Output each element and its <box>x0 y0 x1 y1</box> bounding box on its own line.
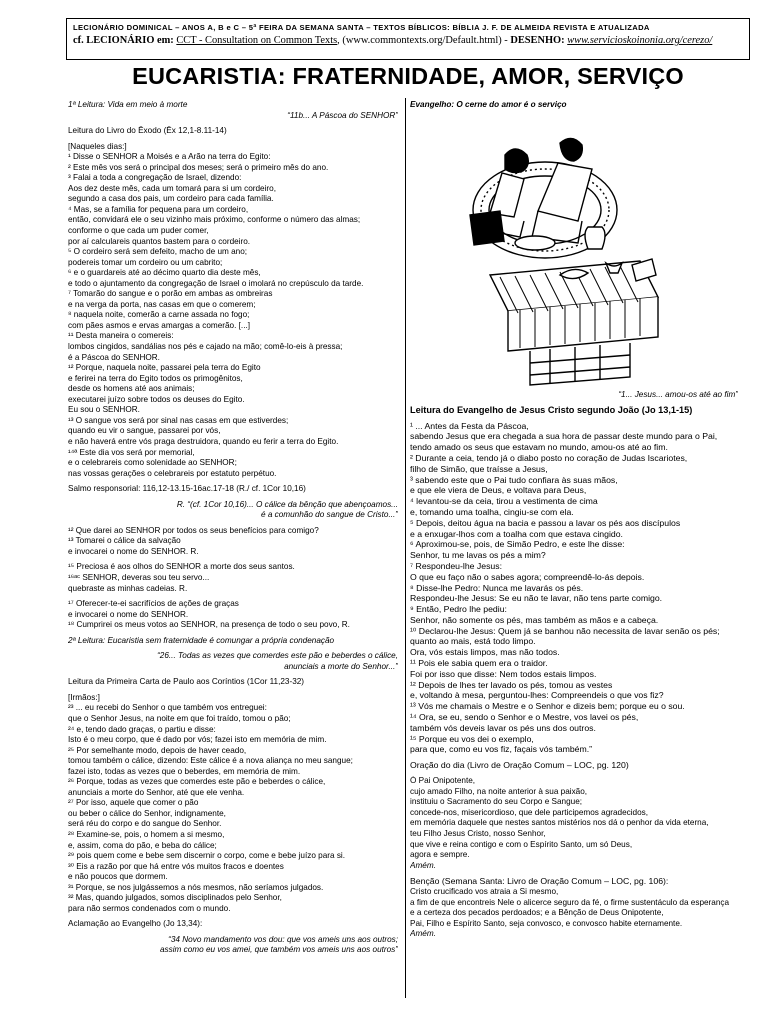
text-line: Aos dez deste mês, cada um tomará para si um cordeiro, <box>68 183 276 193</box>
text-line: ¹² Depois de lhes ter lavado os pés, tomou as vestes <box>410 679 613 690</box>
text-line: ¹ ... Antes da Festa da Páscoa, <box>410 420 529 431</box>
text-line: é a Páscoa do SENHOR. <box>68 352 160 362</box>
text-line: Leitura da Primeira Carta de Paulo aos Coríntios (1Cor 11,23-32) <box>68 677 305 687</box>
text-line: [Naqueles dias:] <box>68 141 127 151</box>
text-line: ⁴ Mas, se a família for pequena para um cordeiro, <box>68 204 249 214</box>
text-line: e o celebrareis como solenidade ao SENHOR; <box>68 458 237 468</box>
gospel-heading: Evangelho: O cerne do amor é o serviço <box>410 100 567 109</box>
text-line: nas vossas gerações o celebrareis por estatuto perpétuo. <box>68 468 277 478</box>
right-column <box>410 100 750 940</box>
text-line: e a enxugar-lhos com a toalha com que estava cingido. <box>410 528 623 539</box>
text-line: [Irmãos:] <box>68 692 100 702</box>
text-line: cujo amado Filho, na noite anterior à sua paixão, <box>410 786 588 796</box>
prayer-title: Oração do dia (Livro de Oração Comum – LOC, pg. 120) <box>410 760 629 771</box>
foot-washing-illustration <box>410 115 740 399</box>
text-line: O que eu faço não o sabes agora; compreendê-lo-ás depois. <box>410 571 645 582</box>
text-line: Isto é o meu corpo, que é dado por vós; fazei isto em memória de mim. <box>68 735 327 745</box>
text-line: desde os homens até aos animais; <box>68 384 195 394</box>
blessing-title: Benção (Semana Santa: Livro de Oração Comum – LOC, pg. 106): <box>410 876 669 887</box>
text-line: ¹⁵ Porque eu vos dei o exemplo, <box>410 733 534 744</box>
text-line: ²⁵ Por semelhante modo, depois de haver ceado, <box>68 745 247 755</box>
left-column <box>68 100 398 956</box>
text-line: anunciais a morte do Senhor, até que ele venha. <box>68 787 245 797</box>
text-line: por aí calculareis quantos bastem para o cordeiro. <box>68 236 251 246</box>
text-line: Respondeu-lhe Jesus: Se eu não te lavar, não tens parte comigo. <box>410 593 663 604</box>
text-line: e na verga da porta, nas casas em que o comerem; <box>68 299 256 309</box>
text-line: e não poucos que dormem. <box>68 872 168 882</box>
text-line: quebraste as minhas cadeias. R. <box>68 583 188 593</box>
column-divider <box>405 98 406 998</box>
text-line: Eu sou o SENHOR. <box>68 405 140 415</box>
text-line: lombos cingidos, sandálias nos pés e cajado na mão; comê-lo-eis à pressa; <box>68 342 343 352</box>
text-line: ² Durante a ceia, tendo já o diabo posto no coração de Judas Iscariotes, <box>410 452 688 463</box>
text-line: fazei isto, todas as vezes que o beberdes, em memória de mim. <box>68 766 301 776</box>
text-line: e, tomando uma toalha, cingiu-se com ela. <box>410 506 574 517</box>
text-line: ¹⁴ Ora, se eu, sendo o Senhor e o Mestre, vos lavei os pés, <box>410 712 639 723</box>
gospel-text <box>410 421 750 756</box>
text-line: ⁹ Então, Pedro lhe pediu: <box>410 604 507 615</box>
text-line: ¹⁴ª Este dia vos será por memorial, <box>68 447 195 457</box>
text-line: ³¹ Porque, se nos julgássemos a nós mesmos, não seríamos julgados. <box>68 882 324 892</box>
text-line: ² Este mês vos será o principal dos meses; será o primeiro mês do ano. <box>68 162 329 172</box>
text-line: ²³ ... eu recebi do Senhor o que também vos entreguei: <box>68 703 267 713</box>
text-line: e, assim, coma do pão, e beba do cálice; <box>68 840 217 850</box>
text-line: e que ele viera de Deus, e voltava para Deus, <box>410 485 587 496</box>
text-line: e todo o ajuntamento da congregação de Israel o imolará no crepúsculo da tarde. <box>68 278 364 288</box>
text-line: Senhor, não somente os pés, mas também as mãos e a cabeça. <box>410 614 659 625</box>
text-line: ⁷ Tomarão do sangue e o porão em ambas as ombreiras <box>68 289 273 299</box>
text-line: ¹⁷ Oferecer-te-ei sacrifícios de ações de graças <box>68 599 239 609</box>
text-line: ⁶ Aproximou-se, pois, de Simão Pedro, e este lhe disse: <box>410 539 625 550</box>
text-line: em memória daquele que nestes santos mistérios nos dá o penhor da vida eterna, <box>410 818 709 828</box>
text-line: e invocarei o nome do SENHOR. R. <box>68 546 199 556</box>
text-line: ⁸ naquela noite, comerão a carne assada no fogo; <box>68 310 250 320</box>
text-line: e a certeza dos pecados perdoados; e a Bênção de Deus Onipotente, <box>410 908 664 918</box>
text-line: quanto ao mais, está todo limpo. <box>410 636 536 647</box>
text-line: a fim de que encontreis Nele o alicerce seguro da fé, o firme sustentáculo da esperança <box>410 897 730 907</box>
text-line: “11b... A Páscoa do SENHOR” <box>287 110 398 120</box>
text-line: executarei juízo sobre todos os deuses do Egito. <box>68 394 245 404</box>
text-line: para que, como eu vos fiz, façais vós também.” <box>410 744 593 755</box>
text-line: ⁵ Depois, deitou água na bacia e passou a lavar os pés aos discípulos <box>410 517 681 528</box>
text-line: podereis tomar um cordeiro ou um cabrito; <box>68 257 223 267</box>
illustration-caption: “1... Jesus... amou-os até ao fim” <box>618 390 738 399</box>
header-desenho-label: DESENHO: <box>510 35 565 46</box>
text-line: é a comunhão do sangue de Cristo...” <box>261 510 398 520</box>
text-line: com pães asmos e ervas amargas a comerão. [...] <box>68 320 251 330</box>
text-line: 1ª Leitura: Vida em meio à morte <box>68 100 188 109</box>
text-line: ¹ Disse o SENHOR a Moisés e a Arão na terra do Egito: <box>68 152 271 162</box>
text-line: será réu do corpo e do sangue do Senhor. <box>68 819 222 829</box>
text-line: R. “(cf. 1Cor 10,16)... O cálice da bênção que abençoamos... <box>176 499 398 509</box>
header-lecionario-label: cf. LECIONÁRIO em: <box>73 35 174 46</box>
text-line: “26... Todas as vezes que comerdes este pão e beberdes o cálice, <box>157 651 398 661</box>
text-line: tomou também o cálice, dizendo: Este cálice é a nova aliança no meu sangue; <box>68 756 353 766</box>
text-line: Leitura do Livro do Êxodo (Êx 12,1-8.11-14) <box>68 126 227 136</box>
text-line: ³² Mas, quando julgados, somos disciplinados pelo Senhor, <box>68 893 282 903</box>
text-line: ³ Falai a toda a congregação de Israel, dizendo: <box>68 173 242 183</box>
text-line: concede-nos, misericordioso, que dele participemos agradecidos, <box>410 807 649 817</box>
text-line: ⁴ levantou-se da ceia, tirou a vestimenta de cima <box>410 496 598 507</box>
text-line: e ferirei na terra do Egito todos os primogênitos, <box>68 373 243 383</box>
text-line: Amém. <box>410 929 436 939</box>
text-line: Amém. <box>410 860 436 870</box>
text-line: “34 Novo mandamento vos dou: que vos ameis uns aos outros; <box>168 934 398 944</box>
text-line: Aclamação ao Evangelho (Jo 13,34): <box>68 919 203 929</box>
cct-link[interactable]: CCT - Consultation on Common Texts <box>176 35 338 46</box>
text-line: tendo amado os seus que estavam no mundo, amou-os até ao fim. <box>410 442 668 453</box>
page-title: EUCARISTIA: FRATERNIDADE, AMOR, SERVIÇO <box>132 63 684 89</box>
text-line: ⁷ Respondeu-lhe Jesus: <box>410 560 503 571</box>
text-line: ³⁰ Eis a razão por que há entre vós muitos fracos e doentes <box>68 861 284 871</box>
text-line: ²⁶ Porque, todas as vezes que comerdes este pão e beberdes o cálice, <box>68 777 326 787</box>
text-line: ⁶ e o guardareis até ao décimo quarto dia deste mês, <box>68 268 261 278</box>
text-line: também vós deveis lavar os pés uns dos outros. <box>410 722 596 733</box>
text-line: que o Senhor Jesus, na noite em que foi traído, tomou o pão; <box>68 713 291 723</box>
text-line: ¹¹ Pois ele sabia quem era o traidor. <box>410 658 548 669</box>
text-line: Cristo crucificado vos atraia a Si mesmo, <box>410 887 559 897</box>
blessing-text <box>410 887 750 940</box>
foot-washing-drawing <box>410 115 740 395</box>
desenho-link[interactable]: www.servicioskoinonia.org/cerezo/ <box>567 35 713 46</box>
text-line: ¹⁵ Preciosa é aos olhos do SENHOR a morte dos seus santos. <box>68 562 295 572</box>
text-line: Pai, Filho e Espírito Santo, seja convosco, e convosco habite eternamente. <box>410 918 683 928</box>
text-line: sabendo Jesus que era chegada a sua hora de passar deste mundo para o Pai, <box>410 431 718 442</box>
text-line: então, convidará ele o seu vizinho mais próximo, conforme o número das almas; <box>68 215 361 225</box>
text-line: ⁸ Disse-lhe Pedro: Nunca me lavarás os pés. <box>410 582 584 593</box>
header-box <box>66 18 750 60</box>
text-line: ³ sabendo este que o Pai tudo confiara às suas mãos, <box>410 474 618 485</box>
text-line: ou beber o cálice do Senhor, indignamente, <box>68 808 226 818</box>
text-line: filho de Simão, que traísse a Jesus, <box>410 463 548 474</box>
text-line: e invocarei o nome do SENHOR. <box>68 609 189 619</box>
text-line: para não sermos condenados com o mundo. <box>68 903 231 913</box>
gospel-title: Leitura do Evangelho de Jesus Cristo segundo João (Jo 13,1-15) <box>410 404 693 415</box>
text-line: ¹⁸ Cumprirei os meus votos ao SENHOR, na presença de todo o seu povo, R. <box>68 620 350 630</box>
text-line: ²⁸ Examine-se, pois, o homem a si mesmo, <box>68 830 225 839</box>
text-line: e não haverá entre vós praga destruidora, quando eu ferir a terra do Egito. <box>68 436 339 446</box>
text-line: ¹⁶ᵃᶜ SENHOR, deveras sou teu servo... <box>68 572 210 582</box>
text-line: ¹³ Vós me chamais o Mestre e o Senhor e dizeis bem; porque eu o sou. <box>410 701 685 712</box>
text-line: e, voltando à mesa, perguntou-lhes: Compreendeis o que vos fiz? <box>410 690 664 701</box>
text-line: conforme o que cada um puder comer, <box>68 226 209 236</box>
header-line-2 <box>67 32 749 46</box>
text-line: ¹³ Tomarei o cálice da salvação <box>68 536 181 546</box>
text-line: ¹² Que darei ao SENHOR por todos os seus benefícios para comigo? <box>68 525 319 535</box>
text-line: segundo a casa dos pais, um cordeiro para cada família. <box>68 194 274 204</box>
prayer-text <box>410 776 750 871</box>
text-line: que vive e reina contigo e com o Espírito Santo, um só Deus, <box>410 839 633 849</box>
text-line: Ó Pai Onipotente, <box>410 776 476 786</box>
text-line: teu Filho Jesus Cristo, nosso Senhor, <box>410 828 546 838</box>
header-line-1: LECIONÁRIO DOMINICAL – ANOS A, B e C – 5ª FEIRA DA SEMANA SANTA – TEXTOS BÍBLICOS: BÍBLIA J. F. DE ALMEIDA REVISTA E ATUALIZADA <box>73 23 650 32</box>
text-line: assim como eu vos amei, que também vos ameis uns aos outros” <box>160 945 398 955</box>
text-line: ¹³ O sangue vos será por sinal nas casas em que estiverdes; <box>68 415 289 425</box>
text-line: ¹⁰ Declarou-lhe Jesus: Quem já se banhou não necessita de lavar senão os pés; <box>410 625 720 636</box>
text-line: Foi por isso que disse: Nem todos estais limpos. <box>410 668 597 679</box>
text-line: instituiu o Sacramento do seu Corpo e Sangue; <box>410 797 583 807</box>
text-line: ¹² Porque, naquela noite, passarei pela terra do Egito <box>68 363 261 373</box>
text-line: Ora, vós estais limpos, mas não todos. <box>410 647 560 658</box>
header-cct-url: , (www.commontexts.org/Default.html) - <box>337 35 511 46</box>
text-line: ²⁴ e, tendo dado graças, o partiu e disse: <box>68 724 216 734</box>
text-line: ²⁷ Por isso, aquele que comer o pão <box>68 798 199 808</box>
text-line: agora e sempre. <box>410 850 470 860</box>
text-line: Salmo responsorial: 116,12-13.15-16ac.17-18 (R./ cf. 1Cor 10,16) <box>68 484 306 494</box>
text-line: 2ª Leitura: Eucaristia sem fraternidade é comungar a própria condenação <box>68 635 335 645</box>
text-line: anunciais a morte do Senhor...” <box>284 661 398 671</box>
text-line: quando eu vir o sangue, passarei por vós, <box>68 426 221 436</box>
text-line: ¹¹ Desta maneira o comereis: <box>68 331 174 341</box>
text-line: Senhor, tu me lavas os pés a mim? <box>410 550 546 561</box>
text-line: ⁵ O cordeiro será sem defeito, macho de um ano; <box>68 247 248 257</box>
text-line: ²⁹ pois quem come e bebe sem discernir o corpo, come e bebe juízo para si. <box>68 851 346 861</box>
